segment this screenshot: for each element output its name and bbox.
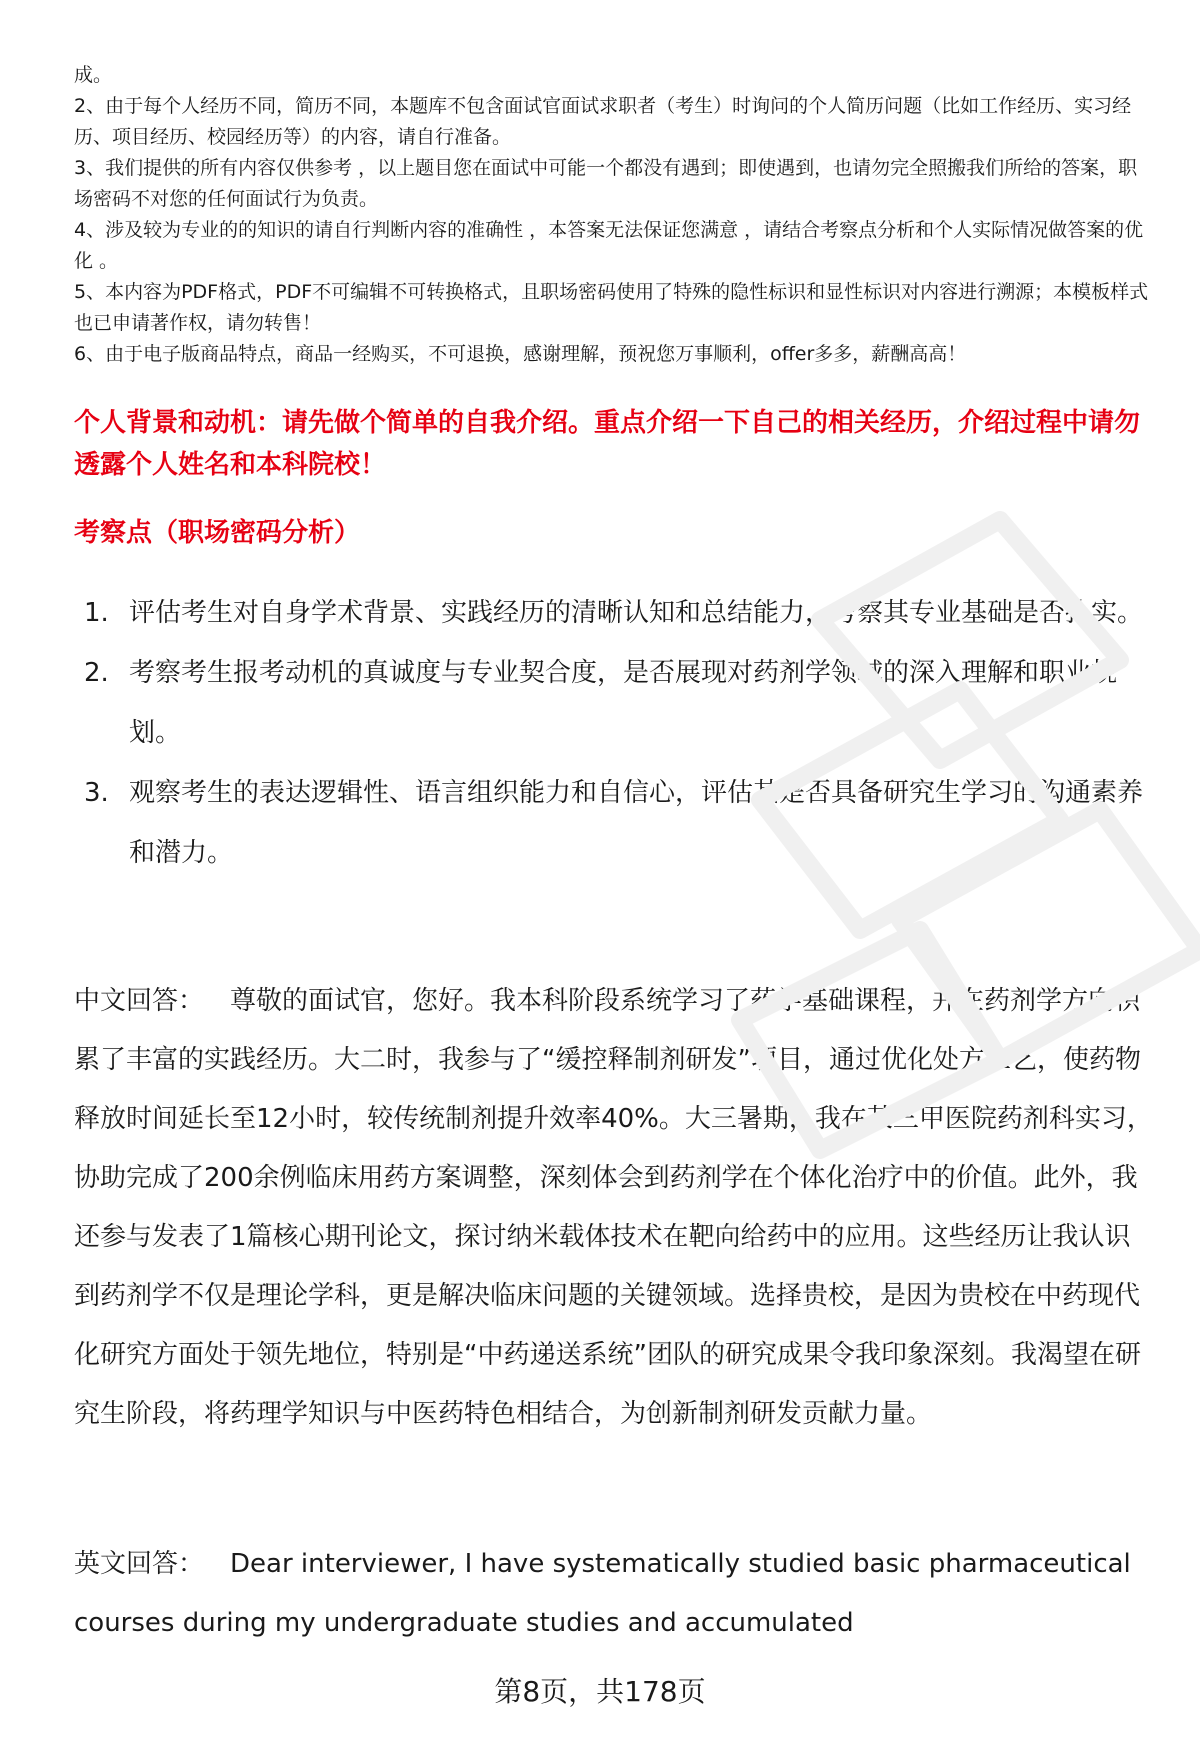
assessment-item [74, 763, 1154, 883]
item-text: 观察考生的表达逻辑性、语言组织能力和自信心，评估其是否具备研究生学习的沟通素养和潜力。 [129, 778, 1144, 868]
page-footer: 第8页，共178页 [494, 1675, 706, 1708]
item-number: 1. [84, 598, 109, 628]
assessment-item [74, 643, 1154, 763]
note-line: 成。 [74, 64, 113, 86]
disclaimer-notes [74, 60, 1154, 370]
note-line: 6、由于电子版商品特点，商品一经购买，不可退换，感谢理解，预祝您万事顺利，offer多多，薪酬高高！ [74, 343, 967, 365]
assessment-title: 考察点（职场密码分析） [74, 518, 361, 548]
item-text: 评估考生对自身学术背景、实践经历的清晰认知和总结能力，考察其专业基础是否扎实。 [129, 598, 1144, 628]
english-answer [74, 1535, 1154, 1653]
note-line: 4、涉及较为专业的的知识的请自行判断内容的准确性 ，本答案无法保证您满意 ，请结合考察点分析和个人实际情况做答案的优化 。 [74, 219, 1144, 272]
document-page [74, 0, 1154, 1755]
note-line: 3、我们提供的所有内容仅供参考 ，以上题目您在面试中可能一个都没有遇到；即使遇到，也请勿完全照搬我们所给的答案，职场密码不对您的任何面试行为负责。 [74, 157, 1138, 210]
chinese-answer [74, 972, 1154, 1444]
note-line: 5、本内容为PDF格式，PDF不可编辑不可转换格式，且职场密码使用了特殊的隐性标识和显性标识对内容进行溯源；本模板样式也已申请著作权，请勿转售！ [74, 281, 1149, 334]
item-text: 考察考生报考动机的真诚度与专业契合度，是否展现对药剂学领域的深入理解和职业规划。 [129, 658, 1118, 748]
english-answer-text: Dear interviewer, I have systematically studied basic pharmaceutical courses during my undergraduate studies and accumulated [74, 1549, 1131, 1638]
item-number: 3. [84, 778, 109, 808]
note-line: 2、由于每个人经历不同，简历不同，本题库不包含面试官面试求职者（考生）时询问的个人简历问题（比如工作经历、实习经历、项目经历、校园经历等）的内容，请自行准备。 [74, 95, 1132, 148]
english-answer-label: 英文回答： [74, 1549, 205, 1579]
chinese-answer-text: 尊敬的面试官，您好。我本科阶段系统学习了药学基础课程，并在药剂学方向积累了丰富的实践经历。大二时，我参与了“缓控释制剂研发”项目，通过优化处方工艺，使药物释放时间延长至12小时，较传统制剂提升效率40%。大三暑期，我在某三甲医院药剂科实习，协助完成了200余例临床用药方案调整，深刻体会到药剂学在个体化治疗中的价值。此外，我还参与发表了1篇核心期刊论文，探讨纳米载体技术在靶向给药中的应用。这些经历让我认识到药剂学不仅是理论学科，更是解决临床问题的关键领域。选择贵校，是因为贵校在中药现代化研究方面处于领先地位，特别是“中药递送系统”团队的研究成果令我印象深刻。我渴望在研究生阶段，将药理学知识与中医药特色相结合，为创新制剂研发贡献力量。 [74, 986, 1153, 1429]
question-title: 个人背景和动机：请先做个简单的自我介绍。重点介绍一下自己的相关经历，介绍过程中请勿透露个人姓名和本科院校！ [74, 408, 1141, 480]
assessment-item [74, 583, 1154, 643]
assessment-list [74, 583, 1154, 883]
chinese-answer-label: 中文回答： [74, 986, 205, 1016]
item-number: 2. [84, 658, 109, 688]
